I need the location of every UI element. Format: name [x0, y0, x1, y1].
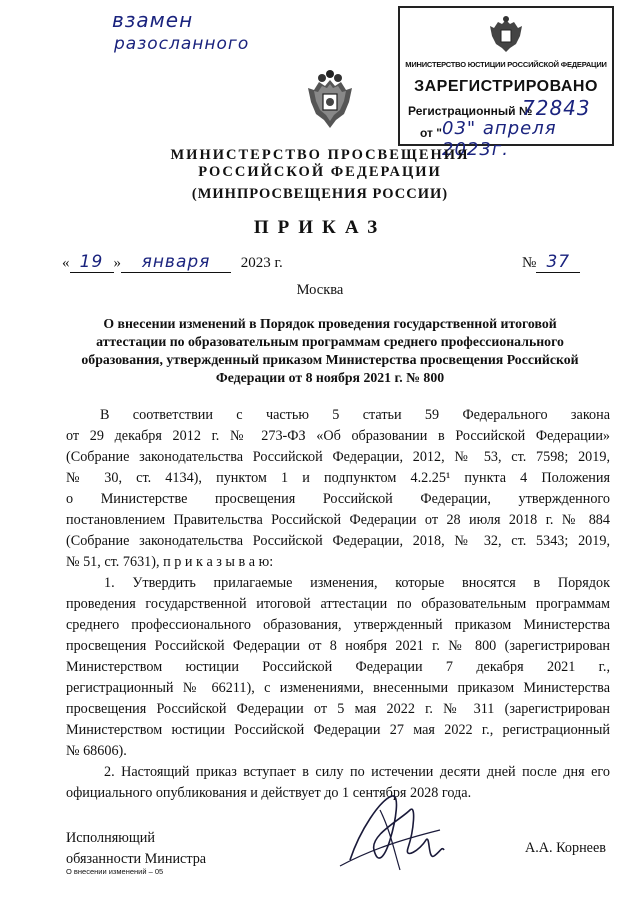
subject-line: аттестации по образовательным программам среднего профессионального	[96, 334, 564, 349]
order-month: января	[121, 252, 231, 273]
subject-line: О внесении изменений в Порядок проведения государственной итоговой	[103, 316, 557, 331]
handwritten-note-line1: взамен	[112, 8, 194, 32]
body-line: 2. Настоящий приказ вступает в силу по истечении десяти дней после дня его	[104, 764, 610, 780]
body-line: просвещения Российской Федерации от 8 ноября 2021 г. № 800 (зарегистрирован	[66, 638, 610, 654]
coat-of-arms-icon	[484, 14, 528, 58]
ministry-title-line2: РОССИЙСКОЙ ФЕДЕРАЦИИ	[198, 164, 442, 180]
signatory-position-line2: обязанности Министра	[66, 851, 207, 867]
document-type: ПРИКАЗ	[253, 217, 387, 238]
footer-note: О внесении изменений – 05	[66, 867, 164, 876]
order-city: Москва	[296, 282, 344, 298]
body-line: официального опубликования и действует до 1 сентября 2028 года.	[66, 785, 472, 801]
stamp-registered: ЗАРЕГИСТРИРОВАНО	[414, 78, 598, 95]
body-line: от 29 декабря 2012 г. № 273-ФЗ «Об образовании в Российской Федерации»	[66, 428, 610, 444]
date-close-quote: »	[113, 255, 121, 271]
coat-of-arms-icon	[302, 70, 358, 134]
subject-line: Федерации от 8 ноября 2021 г. № 800	[215, 370, 445, 385]
body-line: (Собрание законодательства Российской Федерации, 2018, № 32, ст. 5343; 2019,	[66, 533, 610, 549]
body-line: № 51, ст. 7631), п р и к а з ы в а ю:	[66, 554, 274, 570]
order-subject	[70, 315, 590, 387]
order-number-label: №	[522, 255, 537, 271]
body-line: просвещения Российской Федерации от 5 мая 2022 г. № 311 (зарегистрирован	[66, 701, 610, 717]
body-line: постановлением Правительства Российской Федерации от 28 июля 2018 г. № 884	[66, 512, 610, 528]
ministry-title-line1: МИНИСТЕРСТВО ПРОСВЕЩЕНИЯ	[170, 147, 470, 163]
registration-stamp	[398, 6, 614, 160]
body-line: 1. Утвердить прилагаемые изменения, которые вносятся в Порядок	[104, 575, 610, 591]
signatory-position-line1: Исполняющий	[66, 830, 155, 846]
order-year: 2023 г.	[240, 255, 283, 271]
stamp-ministry: МИНИСТЕРСТВО ЮСТИЦИИ РОССИЙСКОЙ ФЕДЕРАЦИИ	[405, 60, 607, 69]
order-number	[522, 252, 580, 273]
order-number-value: 37	[536, 252, 580, 273]
handwritten-note-line2: разосланного	[114, 34, 250, 54]
handwritten-signature	[330, 790, 450, 876]
order-date	[62, 252, 283, 273]
date-open-quote: «	[62, 255, 70, 271]
body-line: Министерством юстиции Российской Федерации 27 мая 2022 г., регистрационный	[66, 722, 610, 738]
body-line: В соответствии с частью 5 статьи 59 Федерального закона	[100, 407, 610, 423]
body-line: о Министерстве просвещения Российской Федерации, утвержденного	[66, 491, 610, 507]
subject-line: образования, утвержденный приказом Министерства просвещения Российской	[81, 352, 579, 367]
body-line: проведения государственной итоговой аттестации по образовательным программам	[66, 596, 610, 612]
stamp-reg-date: 03" апреля 2023г.	[442, 118, 557, 160]
body-line: № 68606).	[66, 743, 127, 759]
body-line: № 30, ст. 4134), пунктом 1 и подпунктом 4.2.25¹ пункта 4 Положения	[66, 470, 610, 486]
stamp-from-label: от "	[420, 126, 442, 140]
stamp-reg-label: Регистрационный №	[408, 104, 533, 118]
stamp-reg-number: 72843	[522, 96, 591, 120]
order-day: 19	[70, 252, 114, 273]
body-line: среднего профессионального образования, утвержденный приказом Министерства	[66, 617, 610, 633]
signatory-name: А.А. Корнеев	[525, 840, 606, 856]
body-line: регистрационный № 66211), с изменениями, внесенными приказом Министерства	[66, 680, 610, 696]
body-line: Министерством юстиции Российской Федерации 7 декабря 2021 г.,	[66, 659, 610, 675]
body-line: (Собрание законодательства Российской Федерации, 2012, № 53, ст. 7598; 2019,	[66, 449, 610, 465]
ministry-short-name: (МИНПРОСВЕЩЕНИЯ РОССИИ)	[191, 186, 449, 202]
